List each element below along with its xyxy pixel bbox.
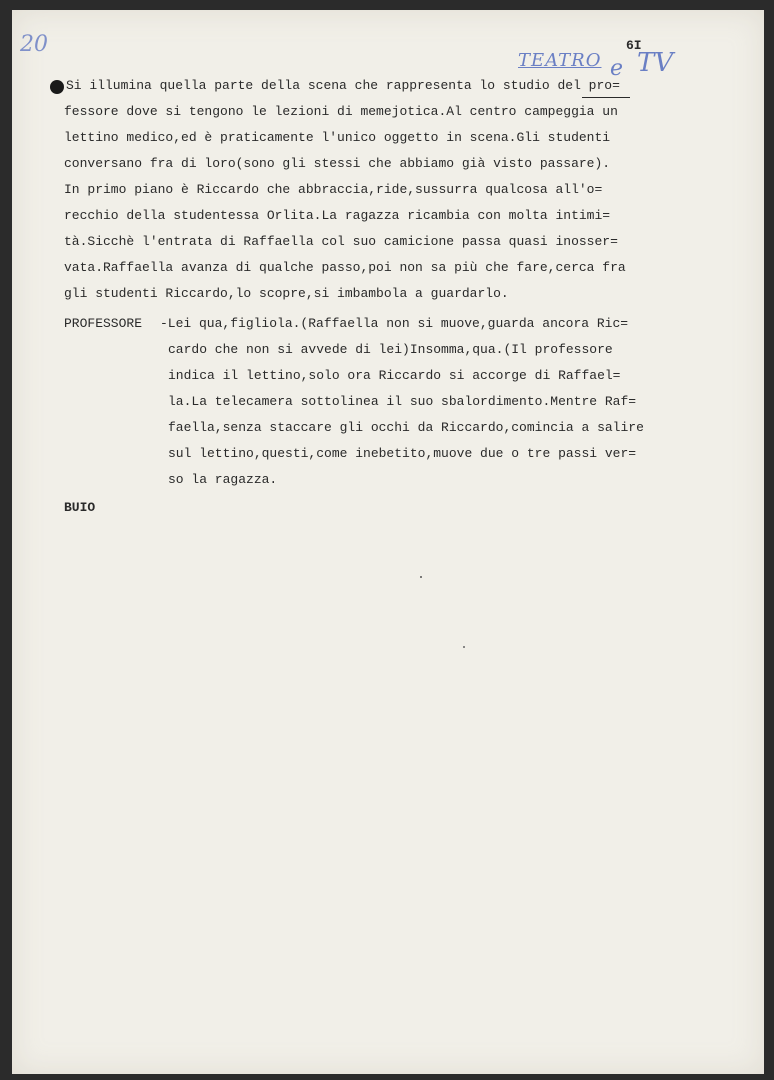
paragraph-line: lettino medico,ed è praticamente l'unico oggetto in scena.Gli studenti <box>64 130 611 145</box>
paragraph-line: gli studenti Riccardo,lo scopre,si imbambola a guardarlo. <box>64 286 509 301</box>
paragraph-line: tà.Sicchè l'entrata di Raffaella col suo camicione passa quasi inosser= <box>64 234 618 249</box>
punch-hole <box>50 80 64 94</box>
paragraph-line: Si illumina quella parte della scena che rappresenta lo studio del pro= <box>66 78 620 93</box>
typewritten-page <box>12 10 764 1074</box>
paragraph-line: fessore dove si tengono le lezioni di memejotica.Al centro campeggia un <box>64 104 618 119</box>
dialogue-line: so la ragazza. <box>168 472 278 487</box>
margin-note-number: 20 <box>20 32 48 57</box>
dialogue-line: -Lei qua,figliola.(Raffaella non si muove,guarda ancora Ric= <box>160 316 629 331</box>
handwritten-annotation-conj: e <box>610 56 624 81</box>
dialogue-line: indica il lettino,solo ora Riccardo si accorge di Raffael= <box>168 368 621 383</box>
handwritten-annotation-word: TEATRO <box>518 50 602 71</box>
dialogue-line: cardo che non si avvede di lei)Insomma,qua.(Il professore <box>168 342 613 357</box>
speaker-name: PROFESSORE <box>64 316 143 331</box>
studio-underline <box>582 97 630 98</box>
paragraph-line: In primo piano è Riccardo che abbraccia,ride,sussurra qualcosa all'o= <box>64 182 603 197</box>
paragraph-line: recchio della studentessa Orlita.La ragazza ricambia con molta intimi= <box>64 208 611 223</box>
closing-direction: BUIO <box>64 500 96 515</box>
dialogue-line: sul lettino,questi,come inebetito,muove due o tre passi ver= <box>168 446 637 461</box>
paragraph-line: vata.Raffaella avanza di qualche passo,poi non sa più che fare,cerca fra <box>64 260 626 275</box>
paper-speck <box>420 576 422 578</box>
dialogue-line: faella,senza staccare gli occhi da Riccardo,comincia a salire <box>168 420 644 435</box>
paper-speck <box>463 646 465 648</box>
handwritten-annotation-letter: TV <box>637 48 674 78</box>
dialogue-line: la.La telecamera sottolinea il suo sbalordimento.Mentre Raf= <box>168 394 637 409</box>
stage-direction-paragraph <box>66 78 756 318</box>
dialogue-block <box>160 316 760 506</box>
page-number: 6I <box>626 38 642 53</box>
paragraph-line: conversano fra di loro(sono gli stessi che abbiamo già visto passare). <box>64 156 611 171</box>
